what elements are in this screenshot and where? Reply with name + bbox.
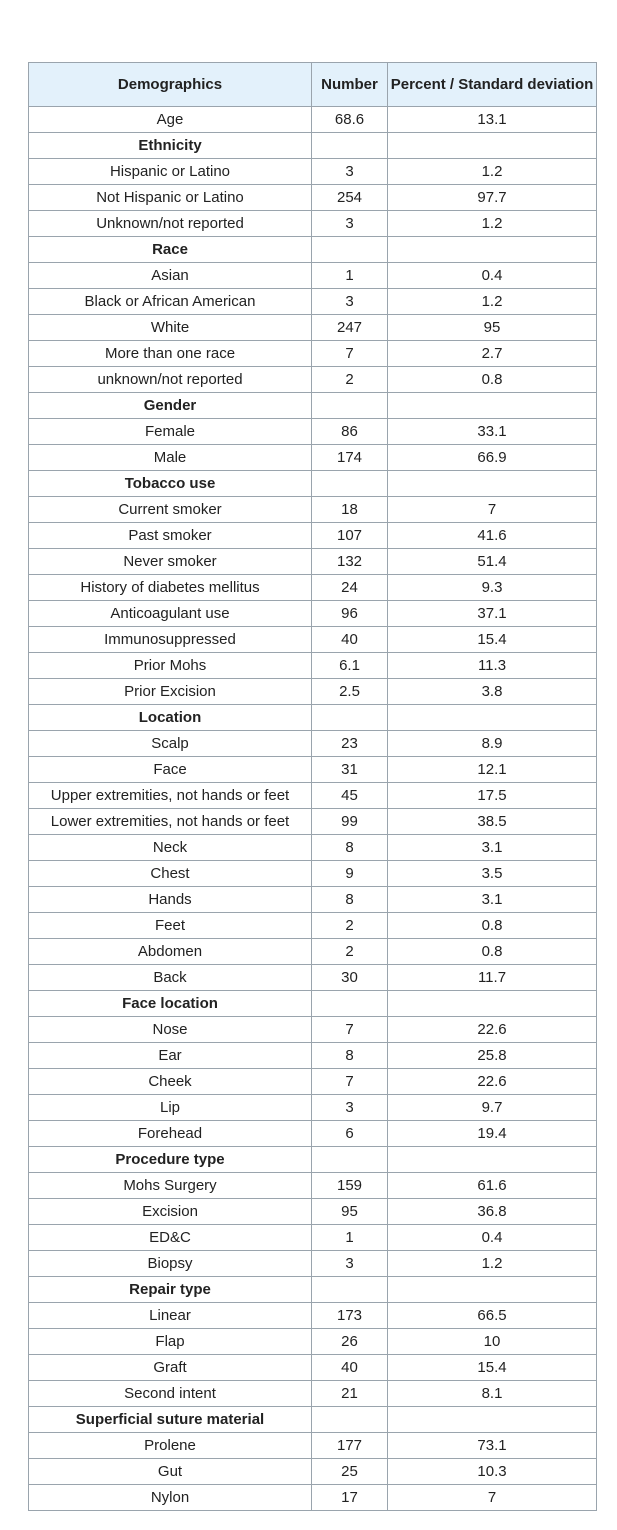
row-label: Hands xyxy=(29,887,312,913)
table-row xyxy=(29,159,597,185)
table-row xyxy=(29,1121,597,1147)
percent-cell: 3.5 xyxy=(388,861,597,887)
table-row xyxy=(29,1459,597,1485)
table-row xyxy=(29,1329,597,1355)
percent-cell: 12.1 xyxy=(388,757,597,783)
section-header-row xyxy=(29,1277,597,1303)
percent-cell xyxy=(388,133,597,159)
section-header-row xyxy=(29,1407,597,1433)
number-cell: 8 xyxy=(312,835,388,861)
table-row xyxy=(29,965,597,991)
number-cell: 18 xyxy=(312,497,388,523)
section-label: Race xyxy=(29,237,312,263)
percent-cell: 66.5 xyxy=(388,1303,597,1329)
percent-cell: 9.7 xyxy=(388,1095,597,1121)
number-cell xyxy=(312,237,388,263)
percent-cell xyxy=(388,393,597,419)
table-row xyxy=(29,549,597,575)
table-row xyxy=(29,1485,597,1511)
row-label: Black or African American xyxy=(29,289,312,315)
row-label: Biopsy xyxy=(29,1251,312,1277)
row-label: Never smoker xyxy=(29,549,312,575)
number-cell: 8 xyxy=(312,887,388,913)
number-cell: 8 xyxy=(312,1043,388,1069)
table-row xyxy=(29,1303,597,1329)
number-cell xyxy=(312,705,388,731)
number-cell: 17 xyxy=(312,1485,388,1511)
header-number: Number xyxy=(312,63,388,107)
number-cell: 3 xyxy=(312,211,388,237)
number-cell xyxy=(312,393,388,419)
table-row xyxy=(29,679,597,705)
number-cell: 21 xyxy=(312,1381,388,1407)
number-cell: 45 xyxy=(312,783,388,809)
percent-cell: 95 xyxy=(388,315,597,341)
table-row xyxy=(29,1017,597,1043)
number-cell xyxy=(312,991,388,1017)
row-label: Back xyxy=(29,965,312,991)
row-label: Prolene xyxy=(29,1433,312,1459)
percent-cell: 33.1 xyxy=(388,419,597,445)
number-cell: 3 xyxy=(312,159,388,185)
row-label: Excision xyxy=(29,1199,312,1225)
number-cell xyxy=(312,471,388,497)
row-label: Cheek xyxy=(29,1069,312,1095)
number-cell: 177 xyxy=(312,1433,388,1459)
table-row xyxy=(29,107,597,133)
percent-cell: 8.9 xyxy=(388,731,597,757)
number-cell: 1 xyxy=(312,263,388,289)
row-label: Female xyxy=(29,419,312,445)
percent-cell: 25.8 xyxy=(388,1043,597,1069)
header-percent-sd: Percent / Standard deviation xyxy=(388,63,597,107)
section-header-row xyxy=(29,393,597,419)
section-label: Face location xyxy=(29,991,312,1017)
percent-cell: 1.2 xyxy=(388,289,597,315)
number-cell: 2.5 xyxy=(312,679,388,705)
percent-cell: 66.9 xyxy=(388,445,597,471)
table-header-row xyxy=(29,63,597,107)
table-row xyxy=(29,887,597,913)
row-label: Flap xyxy=(29,1329,312,1355)
percent-cell: 38.5 xyxy=(388,809,597,835)
number-cell: 68.6 xyxy=(312,107,388,133)
percent-cell: 51.4 xyxy=(388,549,597,575)
table-row xyxy=(29,601,597,627)
row-label: Prior Excision xyxy=(29,679,312,705)
row-label: Current smoker xyxy=(29,497,312,523)
percent-cell: 11.3 xyxy=(388,653,597,679)
row-label: Immunosuppressed xyxy=(29,627,312,653)
section-header-row xyxy=(29,471,597,497)
number-cell: 26 xyxy=(312,1329,388,1355)
percent-cell: 37.1 xyxy=(388,601,597,627)
section-label: Superficial suture material xyxy=(29,1407,312,1433)
row-label: Abdomen xyxy=(29,939,312,965)
table-row xyxy=(29,575,597,601)
number-cell: 1 xyxy=(312,1225,388,1251)
row-label: More than one race xyxy=(29,341,312,367)
row-label: Lip xyxy=(29,1095,312,1121)
row-label: Not Hispanic or Latino xyxy=(29,185,312,211)
percent-cell: 36.8 xyxy=(388,1199,597,1225)
percent-cell: 19.4 xyxy=(388,1121,597,1147)
row-label: Lower extremities, not hands or feet xyxy=(29,809,312,835)
row-label: ED&C xyxy=(29,1225,312,1251)
row-label: Age xyxy=(29,107,312,133)
percent-cell: 3.1 xyxy=(388,835,597,861)
number-cell: 3 xyxy=(312,289,388,315)
table-row xyxy=(29,809,597,835)
number-cell: 96 xyxy=(312,601,388,627)
percent-cell: 41.6 xyxy=(388,523,597,549)
percent-cell: 0.8 xyxy=(388,367,597,393)
section-header-row xyxy=(29,1147,597,1173)
row-label: Hispanic or Latino xyxy=(29,159,312,185)
percent-cell: 17.5 xyxy=(388,783,597,809)
row-label: unknown/not reported xyxy=(29,367,312,393)
number-cell: 40 xyxy=(312,627,388,653)
row-label: Unknown/not reported xyxy=(29,211,312,237)
section-label: Tobacco use xyxy=(29,471,312,497)
table-body xyxy=(29,107,597,1511)
row-label: Nylon xyxy=(29,1485,312,1511)
table-row xyxy=(29,1069,597,1095)
table-row xyxy=(29,523,597,549)
table-row xyxy=(29,861,597,887)
number-cell: 99 xyxy=(312,809,388,835)
number-cell: 2 xyxy=(312,913,388,939)
number-cell: 30 xyxy=(312,965,388,991)
number-cell: 31 xyxy=(312,757,388,783)
percent-cell: 10 xyxy=(388,1329,597,1355)
number-cell: 86 xyxy=(312,419,388,445)
table-row xyxy=(29,783,597,809)
number-cell: 6 xyxy=(312,1121,388,1147)
table-row xyxy=(29,211,597,237)
header-demographics: Demographics xyxy=(29,63,312,107)
table-row xyxy=(29,445,597,471)
percent-cell xyxy=(388,1407,597,1433)
section-label: Procedure type xyxy=(29,1147,312,1173)
percent-cell: 73.1 xyxy=(388,1433,597,1459)
demographics-table xyxy=(28,62,597,1511)
number-cell: 25 xyxy=(312,1459,388,1485)
percent-cell: 1.2 xyxy=(388,1251,597,1277)
section-header-row xyxy=(29,991,597,1017)
row-label: Gut xyxy=(29,1459,312,1485)
table-row xyxy=(29,289,597,315)
percent-cell: 2.7 xyxy=(388,341,597,367)
row-label: Second intent xyxy=(29,1381,312,1407)
percent-cell xyxy=(388,1147,597,1173)
row-label: Feet xyxy=(29,913,312,939)
number-cell: 3 xyxy=(312,1095,388,1121)
section-header-row xyxy=(29,705,597,731)
table-row xyxy=(29,1381,597,1407)
table-row xyxy=(29,653,597,679)
percent-cell xyxy=(388,991,597,1017)
section-label: Location xyxy=(29,705,312,731)
number-cell: 159 xyxy=(312,1173,388,1199)
number-cell: 9 xyxy=(312,861,388,887)
number-cell xyxy=(312,1407,388,1433)
number-cell: 107 xyxy=(312,523,388,549)
percent-cell: 1.2 xyxy=(388,211,597,237)
row-label: Upper extremities, not hands or feet xyxy=(29,783,312,809)
table-row xyxy=(29,731,597,757)
table-row xyxy=(29,1251,597,1277)
number-cell: 2 xyxy=(312,939,388,965)
percent-cell xyxy=(388,1277,597,1303)
section-header-row xyxy=(29,237,597,263)
percent-cell: 1.2 xyxy=(388,159,597,185)
number-cell: 7 xyxy=(312,1017,388,1043)
percent-cell: 0.8 xyxy=(388,939,597,965)
number-cell: 95 xyxy=(312,1199,388,1225)
percent-cell: 3.1 xyxy=(388,887,597,913)
percent-cell: 0.4 xyxy=(388,1225,597,1251)
row-label: Nose xyxy=(29,1017,312,1043)
number-cell xyxy=(312,1277,388,1303)
table-row xyxy=(29,939,597,965)
number-cell: 132 xyxy=(312,549,388,575)
table-row xyxy=(29,315,597,341)
percent-cell: 8.1 xyxy=(388,1381,597,1407)
table-row xyxy=(29,497,597,523)
number-cell: 7 xyxy=(312,1069,388,1095)
percent-cell: 7 xyxy=(388,497,597,523)
section-label: Gender xyxy=(29,393,312,419)
percent-cell: 15.4 xyxy=(388,1355,597,1381)
table-row xyxy=(29,263,597,289)
table-row xyxy=(29,1095,597,1121)
table-row xyxy=(29,1433,597,1459)
table-row xyxy=(29,367,597,393)
number-cell: 24 xyxy=(312,575,388,601)
table-row xyxy=(29,1043,597,1069)
number-cell: 23 xyxy=(312,731,388,757)
percent-cell: 0.4 xyxy=(388,263,597,289)
percent-cell xyxy=(388,471,597,497)
section-header-row xyxy=(29,133,597,159)
percent-cell: 15.4 xyxy=(388,627,597,653)
percent-cell xyxy=(388,705,597,731)
table-row xyxy=(29,627,597,653)
table-row xyxy=(29,757,597,783)
row-label: Face xyxy=(29,757,312,783)
row-label: Scalp xyxy=(29,731,312,757)
table-row xyxy=(29,1225,597,1251)
row-label: Mohs Surgery xyxy=(29,1173,312,1199)
number-cell: 7 xyxy=(312,341,388,367)
percent-cell xyxy=(388,237,597,263)
number-cell: 2 xyxy=(312,367,388,393)
number-cell: 247 xyxy=(312,315,388,341)
percent-cell: 0.8 xyxy=(388,913,597,939)
row-label: Forehead xyxy=(29,1121,312,1147)
table-row xyxy=(29,1199,597,1225)
section-label: Ethnicity xyxy=(29,133,312,159)
row-label: Past smoker xyxy=(29,523,312,549)
row-label: Graft xyxy=(29,1355,312,1381)
table-row xyxy=(29,185,597,211)
percent-cell: 11.7 xyxy=(388,965,597,991)
table-row xyxy=(29,913,597,939)
row-label: Asian xyxy=(29,263,312,289)
row-label: Prior Mohs xyxy=(29,653,312,679)
number-cell xyxy=(312,1147,388,1173)
row-label: History of diabetes mellitus xyxy=(29,575,312,601)
row-label: Chest xyxy=(29,861,312,887)
number-cell: 173 xyxy=(312,1303,388,1329)
row-label: Ear xyxy=(29,1043,312,1069)
percent-cell: 10.3 xyxy=(388,1459,597,1485)
percent-cell: 97.7 xyxy=(388,185,597,211)
percent-cell: 22.6 xyxy=(388,1069,597,1095)
table-row xyxy=(29,341,597,367)
percent-cell: 9.3 xyxy=(388,575,597,601)
row-label: Linear xyxy=(29,1303,312,1329)
percent-cell: 3.8 xyxy=(388,679,597,705)
number-cell: 174 xyxy=(312,445,388,471)
table-row xyxy=(29,419,597,445)
number-cell: 6.1 xyxy=(312,653,388,679)
row-label: Anticoagulant use xyxy=(29,601,312,627)
percent-cell: 7 xyxy=(388,1485,597,1511)
number-cell: 3 xyxy=(312,1251,388,1277)
number-cell: 254 xyxy=(312,185,388,211)
number-cell: 40 xyxy=(312,1355,388,1381)
table-row xyxy=(29,835,597,861)
section-label: Repair type xyxy=(29,1277,312,1303)
row-label: White xyxy=(29,315,312,341)
table-row xyxy=(29,1173,597,1199)
row-label: Male xyxy=(29,445,312,471)
table-row xyxy=(29,1355,597,1381)
percent-cell: 22.6 xyxy=(388,1017,597,1043)
percent-cell: 61.6 xyxy=(388,1173,597,1199)
row-label: Neck xyxy=(29,835,312,861)
percent-cell: 13.1 xyxy=(388,107,597,133)
number-cell xyxy=(312,133,388,159)
